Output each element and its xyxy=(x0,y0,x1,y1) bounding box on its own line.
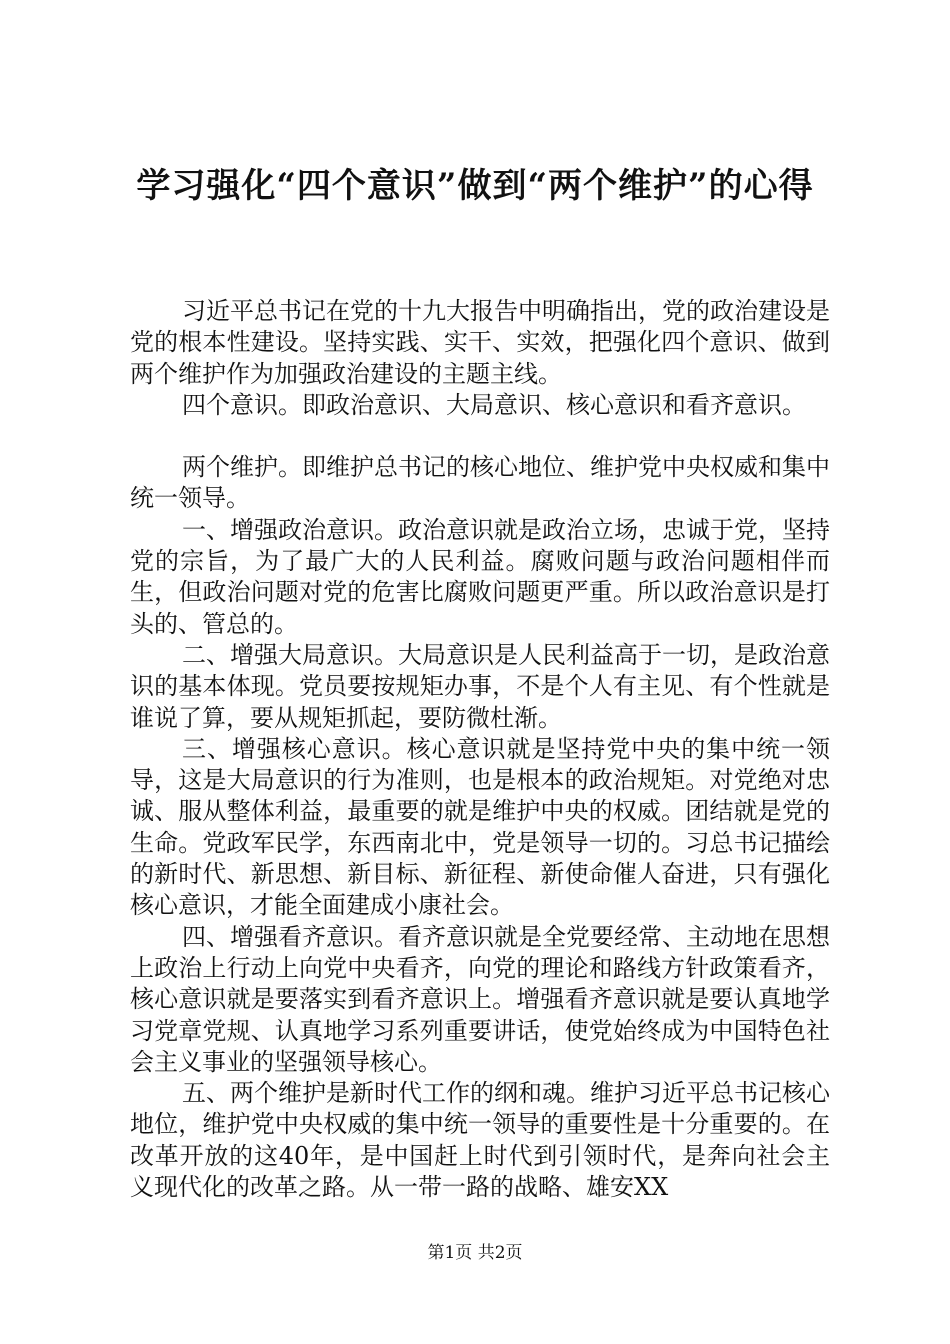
paragraph-four-consciousness: 四个意识。即政治意识、大局意识、核心意识和看齐意识。 xyxy=(182,390,806,419)
paragraph-overall-consciousness: 二、增强大局意识。大局意识是人民利益高于一切，是政治意识的基本体现。党员要按规矩办事，不是个人有主见、有个性就是谁说了算，要从规矩抓起，要防微杜渐。 xyxy=(130,640,830,732)
paragraph-two-safeguards: 两个维护。即维护总书记的核心地位、维护党中央权威和集中统一领导。 xyxy=(130,453,830,513)
paragraph-core-consciousness: 三、增强核心意识。核心意识就是坚持党中央的集中统一领导，这是大局意识的行为准则，也是根本的政治规矩。对党绝对忠诚、服从整体利益，最重要的就是维护中央的权威。团结就是党的生命。党政军民学，东西南北中，党是领导一切的。习总书记描绘的新时代、新思想、新目标、新征程、新使命催人奋进，只有强化核心意识，才能全面建成小康社会。 xyxy=(130,734,830,920)
document-title: 学习强化“四个意识”做到“两个维护”的心得 xyxy=(136,166,814,206)
paragraph-intro: 习近平总书记在党的十九大报告中明确指出，党的政治建设是党的根本性建设。坚持实践、实干、实效，把强化四个意识、做到两个维护作为加强政治建设的主题主线。 xyxy=(130,297,830,388)
paragraph-alignment-consciousness: 四、增强看齐意识。看齐意识就是全党要经常、主动地在思想上政治上行动上向党中央看齐，向党的理论和路线方针政策看齐，核心意识就是要落实到看齐意识上。增强看齐意识就是要认真地学习党章党规、认真地学习系列重要讲话，使党始终成为中国特色社会主义事业的坚强领导核心。 xyxy=(130,922,830,1076)
document-body xyxy=(130,296,830,1203)
paragraph-political-consciousness: 一、增强政治意识。政治意识就是政治立场，忠诚于党，坚持党的宗旨，为了最广大的人民利益。腐败问题与政治问题相伴而生，但政治问题对党的危害比腐败问题更严重。所以政治意识是打头的、管总的。 xyxy=(130,515,830,638)
paragraph-two-safeguards-soul: 五、两个维护是新时代工作的纲和魂。维护习近平总书记核心地位，维护党中央权威的集中统一领导的重要性是十分重要的。在改革开放的这40年，是中国赶上时代到引领时代，是奔向社会主义现代化的改革之路。从一带一路的战略、雄安XX xyxy=(130,1079,830,1202)
page-number-footer: 第1页 共2页 xyxy=(427,1243,523,1263)
